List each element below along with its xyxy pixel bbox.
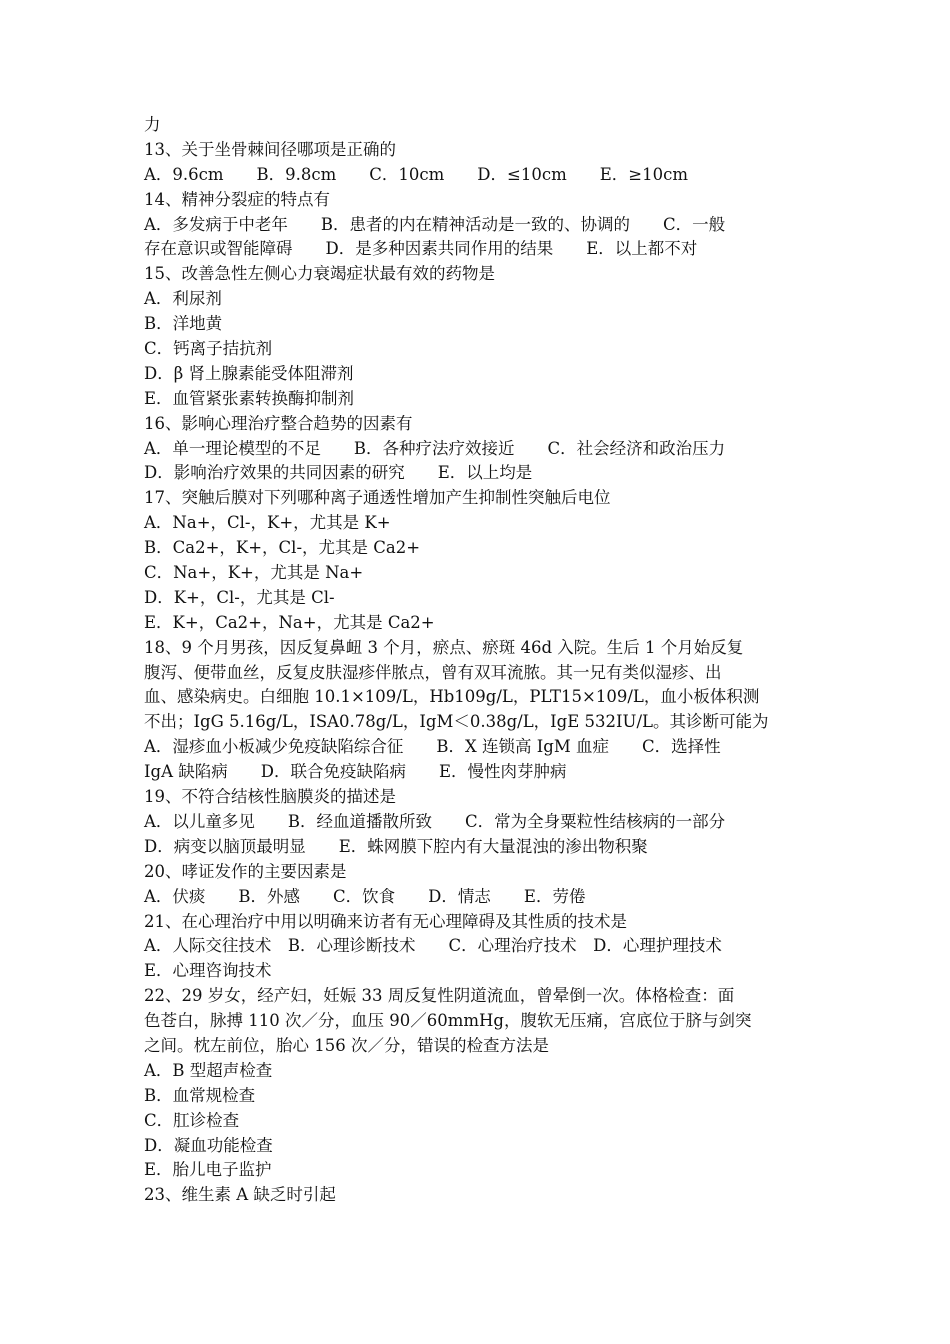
- question-19-options: A．以儿童多见 B．经血道播散所致 C．常为全身粟粒性结核病的一部分: [144, 811, 726, 831]
- question-17-option-c: C．Na+，K+，尤其是 Na+: [144, 563, 364, 583]
- question-20-options: A．伏痰 B．外感 C．饮食 D．情志 E．劳倦: [144, 886, 586, 906]
- question-16-options: A．单一理论模型的不足 B．各种疗法疗效接近 C．社会经济和政治压力: [144, 438, 726, 458]
- question-22-option-e: E．胎儿电子监护: [144, 1160, 272, 1180]
- question-15-option-d: D．β 肾上腺素能受体阻滞剂: [144, 363, 354, 383]
- question-20: 20、哮证发作的主要因素是: [144, 861, 347, 881]
- question-17-option-b: B．Ca2+，K+，Cl-，尤其是 Ca2+: [144, 538, 421, 558]
- question-15-option-b: B．洋地黄: [144, 314, 223, 334]
- question-16: 16、影响心理治疗整合趋势的因素有: [144, 413, 413, 433]
- question-17-option-a: A．Na+，Cl-，K+，尤其是 K+: [144, 513, 391, 533]
- question-14-options: A．多发病于中老年 B．患者的内在精神活动是一致的、协调的 C．一般: [144, 214, 726, 234]
- question-19: 19、不符合结核性脑膜炎的描述是: [144, 787, 396, 807]
- document-page: [144, 113, 806, 1208]
- question-17: 17、突触后膜对下列哪种离子通透性增加产生抑制性突触后电位: [144, 488, 611, 508]
- question-14-options: 存在意识或智能障碍 D．是多种因素共同作用的结果 E．以上都不对: [144, 239, 698, 259]
- question-15: 15、改善急性左侧心力衰竭症状最有效的药物是: [144, 264, 495, 284]
- question-21: 21、在心理治疗中用以明确来访者有无心理障碍及其性质的技术是: [144, 911, 627, 931]
- question-22: 色苍白，脉搏 110 次／分，血压 90／60mmHg，腹软无压痛，宫底位于脐与剑突: [144, 1011, 752, 1031]
- question-21-options: A．人际交往技术 B．心理诊断技术 C．心理治疗技术 D．心理护理技术: [144, 936, 722, 956]
- question-22: 22、29 岁女，经产妇，妊娠 33 周反复性阴道流血，曾晕倒一次。体格检查：面: [144, 986, 735, 1006]
- question-17-option-e: E．K+，Ca2+，Na+，尤其是 Ca2+: [144, 612, 435, 632]
- question-21-options: E．心理咨询技术: [144, 961, 272, 981]
- text-line: 力: [144, 115, 161, 134]
- question-22-option-d: D．凝血功能检查: [144, 1135, 273, 1155]
- question-19-options: D．病变以脑顶最明显 E．蛛网膜下腔内有大量混浊的渗出物积聚: [144, 836, 648, 856]
- question-14: 14、精神分裂症的特点有: [144, 189, 330, 209]
- question-18: 不出；IgG 5.16g/L，ISA0.78g/L，IgM＜0.38g/L，IgE 532IU/L。其诊断可能为: [144, 712, 769, 732]
- question-13-options: A．9.6cm B．9.8cm C．10cm D．≤10cm E．≥10cm: [144, 164, 688, 184]
- question-16-options: D．影响治疗效果的共同因素的研究 E．以上均是: [144, 463, 533, 483]
- question-22-option-c: C．肛诊检查: [144, 1110, 240, 1130]
- question-15-option-e: E．血管紧张素转换酶抑制剂: [144, 388, 355, 408]
- question-18: 18、9 个月男孩，因反复鼻衄 3 个月，瘀点、瘀斑 46d 入院。生后 1 个月始反复: [144, 637, 744, 657]
- question-22: 之间。枕左前位，胎心 156 次／分，错误的检查方法是: [144, 1035, 549, 1055]
- question-22-option-a: A．B 型超声检查: [144, 1060, 273, 1080]
- question-22-option-b: B．血常规检查: [144, 1085, 256, 1105]
- question-23: 23、维生素 A 缺乏时引起: [144, 1185, 336, 1205]
- question-18: 腹泻、便带血丝，反复皮肤湿疹伴脓点，曾有双耳流脓。其一兄有类似湿疹、出: [144, 662, 722, 682]
- question-15-option-a: A．利尿剂: [144, 289, 222, 309]
- question-18-options: A．湿疹血小板减少免疫缺陷综合征 B．X 连锁高 IgM 血症 C．选择性: [144, 737, 721, 757]
- question-18: 血、感染病史。白细胞 10.1×109/L，Hb109g/L，PLT15×109/L，血小板体积测: [144, 687, 760, 707]
- question-13: 13、关于坐骨棘间径哪项是正确的: [144, 139, 396, 159]
- question-18-options: IgA 缺陷病 D．联合免疫缺陷病 E．慢性肉芽肿病: [144, 762, 567, 782]
- question-15-option-c: C．钙离子拮抗剂: [144, 339, 273, 359]
- question-17-option-d: D．K+，Cl-，尤其是 Cl-: [144, 587, 335, 607]
